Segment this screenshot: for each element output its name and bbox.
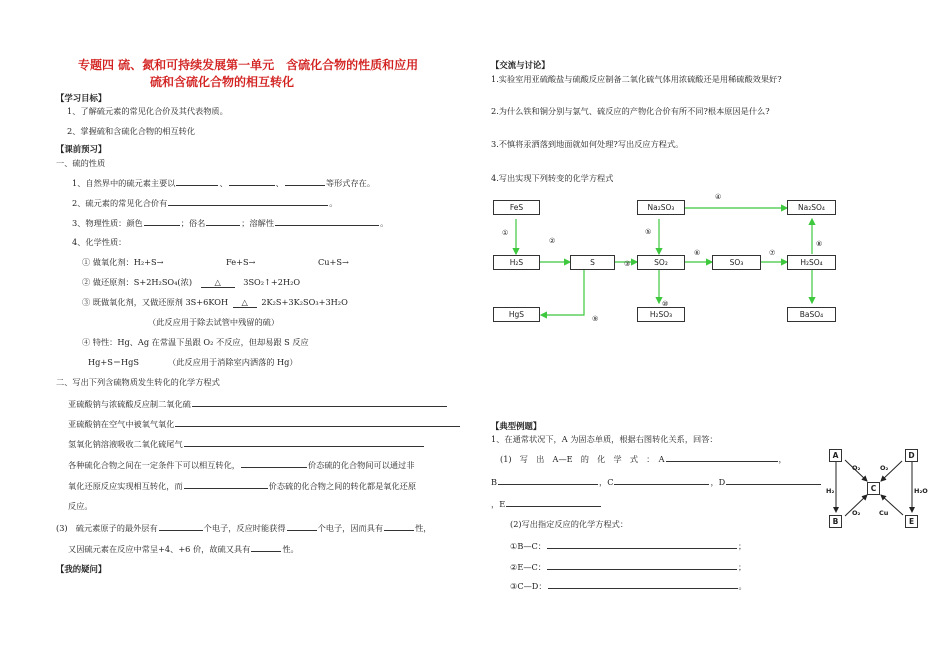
section-heading-goals: 【学习目标】 (56, 93, 107, 103)
example-line: ①B—C： ； (510, 541, 747, 551)
preview-line-4: 4、化学性质： (72, 237, 127, 247)
compound-box-so2: SO₂ (637, 255, 685, 270)
exercise-line: 又因硫元素在反应中常呈+4、+6 价，故硫又具有 性。 (68, 544, 299, 554)
exercise-line: 氧化还原反应实现相互转化，而 价态硫的化合物之间的转化都是氧化还原 (68, 481, 417, 491)
example-line: B ，C ，D (491, 476, 822, 487)
cycle-label: O₂ (880, 464, 889, 472)
chem-line-1b: Fe+S→ (226, 257, 256, 267)
question: 2.为什么铁和铜分别与氯气、硫反应的产物化合价有所不同?根本原因是什么? (491, 106, 770, 116)
example-line: ，E (491, 498, 602, 509)
cycle-box-c: C (867, 482, 880, 495)
goal-item: 2、掌握硫和含硫化合物的相互转化 (67, 126, 196, 136)
chem-line-2: ② 做还原剂：S+2H₂SO₄(浓) △ 3SO₂↑+2H₂O (82, 277, 301, 287)
step-number: ⑦ (769, 249, 776, 257)
example-line: (2)写出指定反应的化学方程式： (510, 519, 629, 529)
cycle-label: H₂ (826, 487, 835, 495)
section-heading-doubts: 【我的疑问】 (56, 564, 107, 574)
compound-box-na2so4: Na₂SO₄ (787, 200, 836, 215)
step-number: ⑥ (694, 249, 701, 257)
cycle-label: Cu (879, 509, 889, 517)
exercise-line: 亚硫酸钠与浓硫酸反应制二氧化硫 (68, 398, 448, 409)
compound-box-h2s: H₂S (493, 255, 540, 270)
cycle-box-d: D (905, 449, 918, 462)
example-line: ②E—C： ； (510, 562, 747, 572)
chem-line-1: ① 做氧化剂：H₂+S→ (82, 257, 164, 267)
compound-box-so3: SO₃ (712, 255, 761, 270)
cycle-box-b: B (829, 515, 842, 528)
step-number: ① (502, 229, 509, 237)
cycle-label: O₂ (852, 464, 861, 472)
question: 1.实验室用亚硫酸盐与硫酸反应制备二氧化硫气体用浓硫酸还是用稀硫酸效果好? (491, 74, 782, 84)
question: 3.不慎将汞洒落到地面就如何处理?写出反应方程式。 (491, 139, 684, 149)
preview-line-3: 3、物理性质：颜色 ；俗名 ；溶解性 。 (72, 218, 389, 228)
step-number: ⑨ (592, 315, 599, 323)
preview-line-2: 2、硫元素的常见化合价有 。 (72, 198, 338, 208)
cycle-box-e: E (905, 515, 918, 528)
step-number: ③ (624, 260, 631, 268)
step-number: ⑩ (662, 300, 669, 308)
section-title: 二、写出下列含硫物质发生转化的化学方程式 (56, 377, 220, 387)
compound-box-na2so3: Na₂SO₃ (637, 200, 685, 215)
chem-line-1c: Cu+S→ (318, 257, 349, 267)
step-number: ⑧ (816, 240, 823, 248)
cycle-label: H₂O (914, 487, 928, 495)
chem-line-3: ③ 既做氧化剂，又做还原剂 3S+6KOH △ 2K₂S+3K₂SO₃+3H₂O (82, 297, 348, 307)
step-number: ④ (715, 193, 722, 201)
section-title: 一、硫的性质 (56, 158, 106, 168)
chem-note: （此反应用于除去试管中残留的硫） (148, 317, 280, 327)
compound-box-h2so3: H₂SO₃ (637, 307, 685, 322)
exercise-line: 亚硫酸钠在空气中被氧气氧化 (68, 418, 461, 429)
section-heading-example: 【典型例题】 (491, 421, 542, 431)
example-line: ③C—D： 。 (510, 581, 747, 591)
triangle-icon: △ (201, 277, 235, 288)
cycle-label: O₂ (852, 509, 861, 517)
example-line: (1) 写 出 A—E 的 化 学 式 ： A ， (500, 454, 787, 464)
page-title: 专题四 硫、氮和可持续发展第一单元 含硫化合物的性质和应用 (78, 58, 419, 72)
page-subtitle: 硫和含硫化合物的相互转化 (150, 75, 295, 89)
section-heading-preview: 【课前预习】 (56, 144, 107, 154)
cycle-box-a: A (829, 449, 842, 462)
exercise-line: 反应。 (68, 501, 93, 511)
exercise-line: 各种硫化合物之间在一定条件下可以相互转化， 价态硫的化合物间可以通过非 (68, 460, 415, 470)
compound-box-baso4: BaSO₄ (787, 307, 836, 322)
chem-line-4-eq: Hg+S＝HgS (88, 357, 140, 367)
exercise-line: 氢氧化钠溶液吸收二氧化硫尾气 (68, 438, 425, 449)
exercise-line: (3) 硫元素原子的最外层有 个电子，反应时能获得 个电子，因而具有 性， (56, 523, 432, 533)
chem-line-4-note: （此反应用于消除室内洒落的 Hg） (168, 357, 298, 367)
chem-line-4: ④ 特性：Hg、Ag 在常温下虽跟 O₂ 不反应，但却易跟 S 反应 (82, 337, 309, 347)
preview-line-1: 1、自然界中的硫元素主要以 、 、 等形式存在。 (72, 178, 376, 188)
triangle-icon: △ (233, 297, 257, 308)
goal-item: 1、了解硫元素的常见化合价及其代表物质。 (67, 106, 228, 116)
example-question: 1、在通常状况下，A 为固态单质，根据右图转化关系，回答： (491, 434, 718, 444)
question: 4.写出实现下列转变的化学方程式 (491, 173, 614, 183)
compound-box-fes: FeS (493, 200, 540, 215)
step-number: ② (549, 237, 556, 245)
compound-box-s: S (570, 255, 615, 270)
compound-box-h2so4: H₂SO₄ (787, 255, 836, 270)
section-heading-discussion: 【交流与讨论】 (491, 60, 550, 70)
compound-box-hgs: HgS (493, 307, 540, 322)
step-number: ⑤ (645, 228, 652, 236)
